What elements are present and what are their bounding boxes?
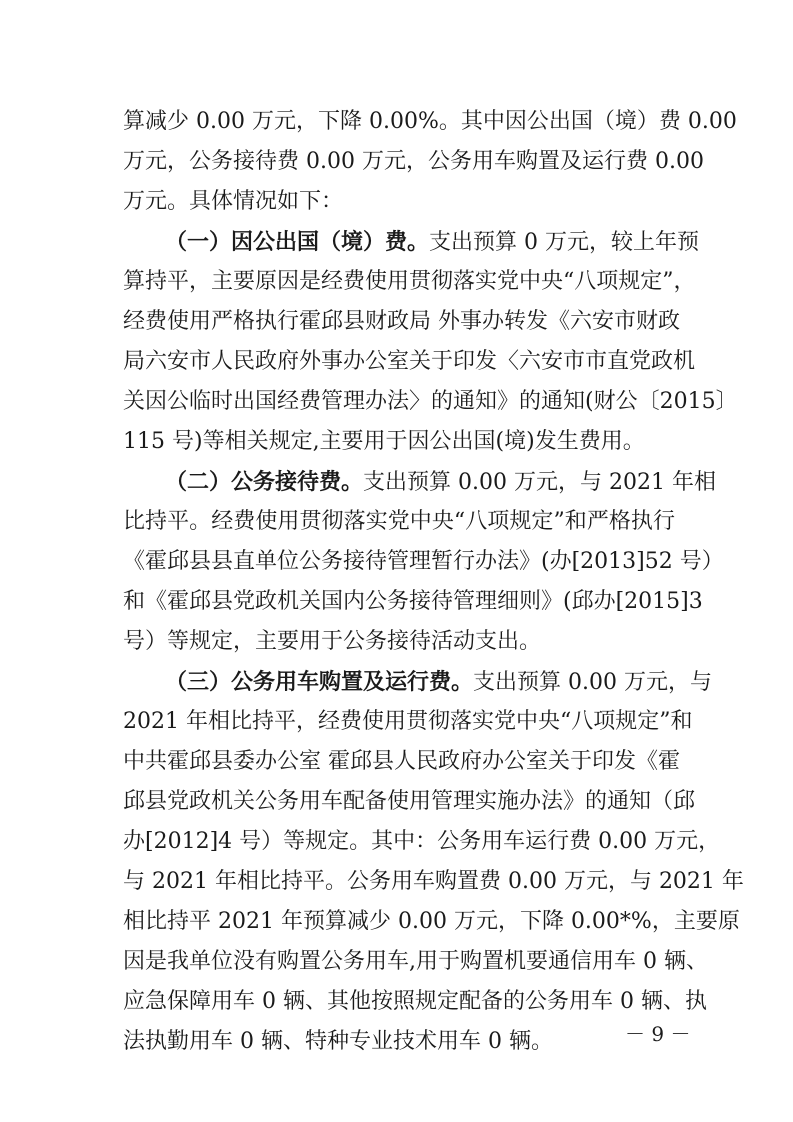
section-heading: （三）公务用车购置及运行费。 [165,669,474,695]
body-text-line: 因是我单位没有购置公务用车,用于购置机要通信用车 0 辆、 [123,949,708,974]
body-text-line: 号）等规定，主要用于公务接待活动支出。 [123,629,542,654]
page-number: － 9 － [625,1022,691,1046]
section-heading-line: （一）因公出国（境）费。支出预算 0 万元，较上年预 [165,229,699,255]
body-text-line: 中共霍邱县委办公室 霍邱县人民政府办公室关于印发《霍 [123,749,680,774]
body-text-line: 万元，公务接待费 0.00 万元，公务用车购置及运行费 0.00 [123,149,704,174]
body-text-line: 应急保障用车 0 辆、其他按照规定配备的公务用车 0 辆、执 [123,989,707,1014]
section-heading: （二）公务接待费。 [165,469,364,495]
section-heading-line: （三）公务用车购置及运行费。支出预算 0.00 万元，与 [165,669,712,695]
section-heading: （一）因公出国（境）费。 [165,229,430,255]
body-text-line: 和《霍邱县党政机关国内公务接待管理细则》(邱办[2015]3 [123,589,703,614]
body-text-line: 115 号)等相关规定,主要用于因公出国(境)发生费用。 [123,429,645,454]
body-text-line: 《霍邱县县直单位公务接待管理暂行办法》(办[2013]52 号） [123,549,724,574]
body-text-line: 法执勤用车 0 辆、特种专业技术用车 0 辆。 [123,1029,553,1054]
body-text-line: 局六安市人民政府外事办公室关于印发〈六安市市直党政机 [123,349,696,374]
body-text-line: 关因公临时出国经费管理办法〉的通知》的通知(财公〔2015〕 [123,389,738,414]
body-text-line: 与 2021 年相比持平。公务用车购置费 0.00 万元，与 2021 年 [123,869,744,894]
body-text-line: 邱县党政机关公务用车配备使用管理实施办法》的通知（邱 [123,789,696,814]
body-text-line: 算持平，主要原因是经费使用贯彻落实党中央“八项规定”， [123,269,696,294]
body-text-line: 相比持平 2021 年预算减少 0.00 万元，下降 0.00*%，主要原 [123,909,740,934]
body-text-line: 比持平。经费使用贯彻落实党中央“八项规定”和严格执行 [123,509,675,534]
body-text-line: 万元。具体情况如下： [123,189,344,214]
section-heading-line: （二）公务接待费。支出预算 0.00 万元，与 2021 年相 [165,469,716,495]
body-text-line: 算减少 0.00 万元，下降 0.00%。其中因公出国（境）费 0.00 [123,109,737,134]
body-text-line: 2021 年相比持平，经费使用贯彻落实党中央“八项规定”和 [123,709,693,734]
body-text-line: 办[2012]4 号）等规定。其中：公务用车运行费 0.00 万元， [123,829,721,854]
body-text-line: 经费使用严格执行霍邱县财政局 外事办转发《六安市财政 [123,309,680,334]
